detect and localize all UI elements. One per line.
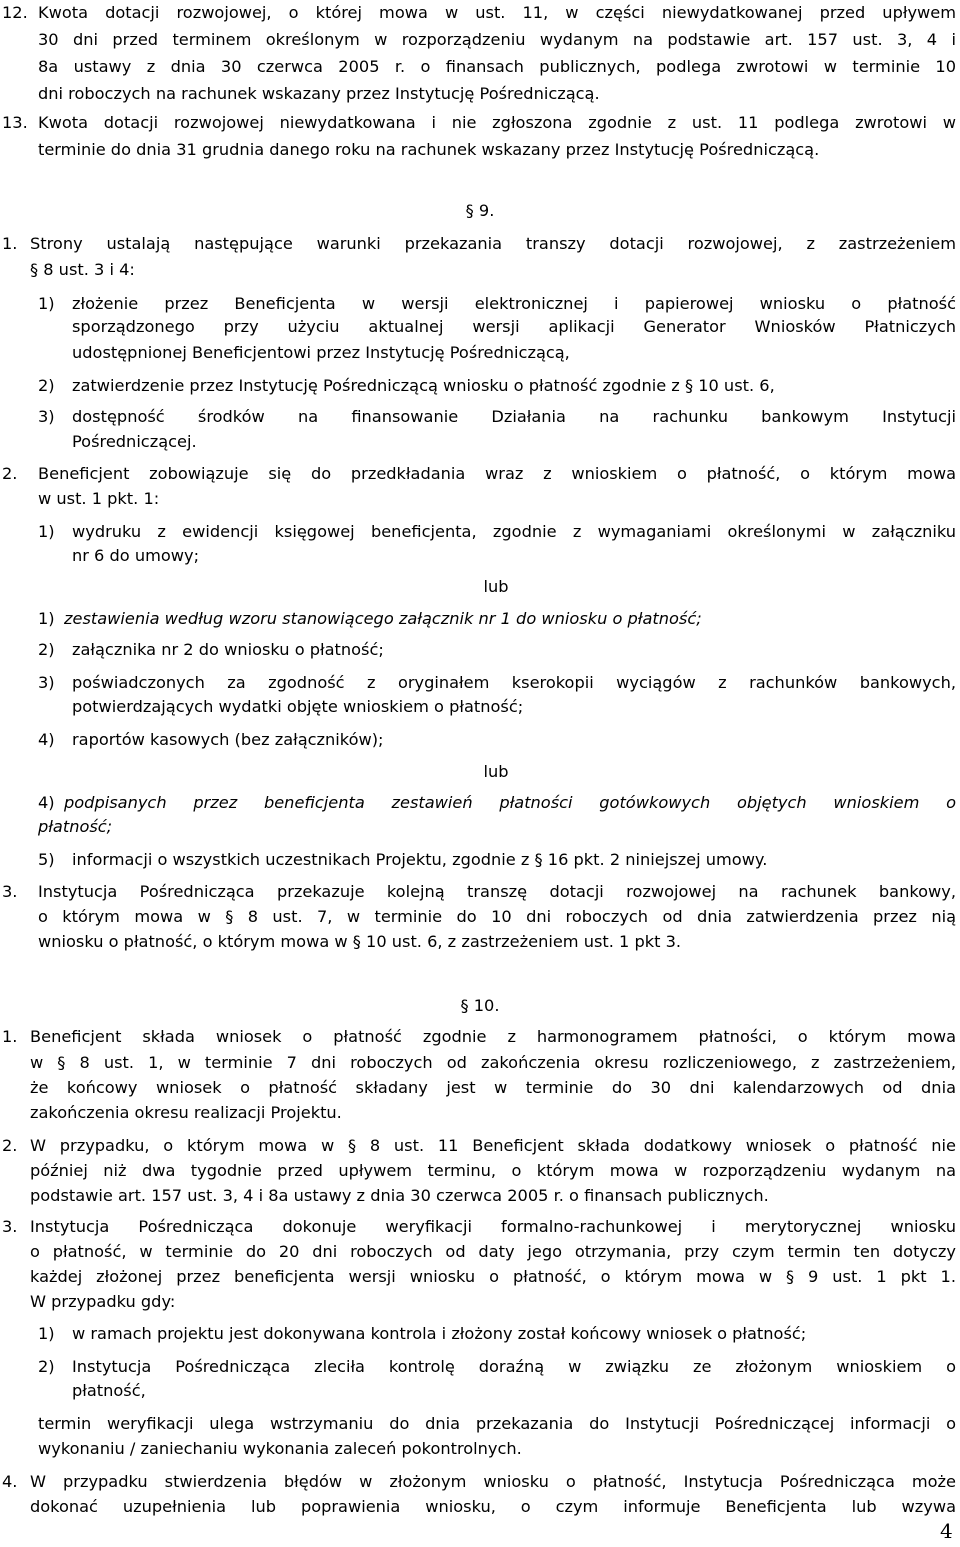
paragraph-number: 13.: [2, 113, 28, 132]
paragraph-number: 2.: [2, 1136, 18, 1155]
paragraph-line: W przypadku stwierdzenia błędów w złożonym wniosku o płatność, Instytucja Pośrednicząca może: [30, 1472, 956, 1491]
paragraph-line: później niż dwa tygodnie przed upływem terminu, o którym mowa w rozporządzeniu wydanym na: [30, 1161, 956, 1180]
paragraph-line: Kwota dotacji rozwojowej, o której mowa w ust. 11, w części niewydatkowanej przed upływem: [38, 3, 956, 22]
paragraph-number: 12.: [2, 3, 28, 22]
paragraph-number: 2.: [2, 464, 18, 483]
paragraph-line: w § 8 ust. 1, w terminie 7 dni roboczych od zakończenia okresu rozliczeniowego, z zastrzeżeniem,: [30, 1053, 956, 1072]
list-item-line: udostępnionej Beneficjentowi przez Instytucję Pośredniczącą,: [72, 343, 570, 362]
paragraph-number: 4.: [2, 1472, 18, 1491]
paragraph-number: 3.: [2, 1217, 18, 1236]
paragraph-line: Strony ustalają następujące warunki przekazania transzy dotacji rozwojowej, z zastrzeżeniem: [30, 234, 956, 253]
or-separator: lub: [483, 762, 509, 781]
paragraph-line: Instytucja Pośrednicząca przekazuje kolejną transzę dotacji rozwojowej na rachunek bankowy,: [38, 882, 956, 901]
list-item-number: 4): [38, 730, 55, 749]
paragraph-line: że końcowy wniosek o płatność składany jest w terminie do 30 dni kalendarzowych od dnia: [30, 1078, 956, 1097]
or-separator: lub: [483, 577, 509, 596]
paragraph-line: dni roboczych na rachunek wskazany przez Instytucję Pośredniczącą.: [38, 84, 600, 103]
paragraph-line: 30 dni przed terminem określonym w rozporządzeniu wydanym na podstawie art. 157 ust. 3, 4 i: [38, 30, 956, 49]
paragraph-line: termin weryfikacji ulega wstrzymaniu do dnia przekazania do Instytucji Pośredniczącej informacji o: [38, 1414, 956, 1433]
paragraph-number: 1.: [2, 1027, 18, 1046]
paragraph-line: podstawie art. 157 ust. 3, 4 i 8a ustawy z dnia 30 czerwca 2005 r. o finansach publicznych.: [30, 1186, 769, 1205]
paragraph-line: wniosku o płatność, o którym mowa w § 10 ust. 6, z zastrzeżeniem ust. 1 pkt 3.: [38, 932, 682, 951]
section-heading: § 10.: [460, 996, 500, 1015]
paragraph-number: 1.: [2, 234, 18, 253]
paragraph-line: wykonaniu / zaniechaniu wykonania zaleceń pokontrolnych.: [38, 1439, 522, 1458]
list-item-number: 1): [38, 609, 55, 628]
paragraph-line: 8a ustawy z dnia 30 czerwca 2005 r. o finansach publicznych, podlega zwrotowi w terminie 10: [38, 57, 956, 76]
list-item-line: zatwierdzenie przez Instytucję Pośredniczącą wniosku o płatność zgodnie z § 10 ust. 6,: [72, 376, 775, 395]
list-item-line: Pośredniczącej.: [72, 432, 197, 451]
list-item-line: podpisanych przez beneficjenta zestawień płatności gotówkowych objętych wnioskiem o: [64, 793, 956, 812]
list-item-line: sporządzonego przy użyciu aktualnej wersji aplikacji Generator Wniosków Płatniczych: [72, 317, 956, 336]
list-item-line: złożenie przez Beneficjenta w wersji elektronicznej i papierowej wniosku o płatność: [72, 294, 956, 313]
paragraph-line: o którym mowa w § 8 ust. 7, w terminie do 10 dni roboczych od dnia zatwierdzenia przez nią: [38, 907, 956, 926]
paragraph-line: Beneficjent składa wniosek o płatność zgodnie z harmonogramem płatności, o którym mowa: [30, 1027, 956, 1046]
paragraph-line: zakończenia okresu realizacji Projektu.: [30, 1103, 342, 1122]
list-item-line: nr 6 do umowy;: [72, 546, 200, 565]
list-item-number: 3): [38, 673, 55, 692]
paragraph-line: dokonać uzupełnienia lub poprawienia wniosku, o czym informuje Beneficjenta lub wzywa: [30, 1497, 956, 1516]
list-item-number: 1): [38, 522, 55, 541]
list-item-line: potwierdzających wydatki objęte wnioskiem o płatność;: [72, 697, 524, 716]
paragraph-number: 3.: [2, 882, 18, 901]
list-item-number: 4): [38, 793, 55, 812]
page-number: 4: [940, 1519, 953, 1543]
list-item-number: 5): [38, 850, 55, 869]
list-item-line: załącznika nr 2 do wniosku o płatność;: [72, 640, 384, 659]
list-item-number: 3): [38, 407, 55, 426]
list-item-line: płatność,: [72, 1381, 146, 1400]
paragraph-line: Instytucja Pośrednicząca dokonuje weryfikacji formalno-rachunkowej i merytorycznej wniosku: [30, 1217, 956, 1236]
list-item-number: 2): [38, 1357, 55, 1376]
list-item-number: 2): [38, 376, 55, 395]
paragraph-line: § 8 ust. 3 i 4:: [30, 260, 135, 279]
list-item-number: 1): [38, 1324, 55, 1343]
section-heading: § 9.: [465, 201, 495, 220]
list-item-line: zestawienia według wzoru stanowiącego załącznik nr 1 do wniosku o płatność;: [64, 609, 702, 628]
list-item-number: 2): [38, 640, 55, 659]
list-item-line: Instytucja Pośrednicząca zleciła kontrolę doraźną w związku ze złożonym wnioskiem o: [72, 1357, 956, 1376]
paragraph-line: Beneficjent zobowiązuje się do przedkładania wraz z wnioskiem o płatność, o którym mowa: [38, 464, 956, 483]
paragraph-line: o płatność, w terminie do 20 dni roboczych od daty jego otrzymania, przy czym termin ten dotyczy: [30, 1242, 956, 1261]
list-item-line: poświadczonych za zgodność z oryginałem kserokopii wyciągów z rachunków bankowych,: [72, 673, 956, 692]
paragraph-line: W przypadku gdy:: [30, 1292, 176, 1311]
paragraph-line: W przypadku, o którym mowa w § 8 ust. 11 Beneficjent składa dodatkowy wniosek o płatność nie: [30, 1136, 956, 1155]
list-item-line: informacji o wszystkich uczestnikach Projektu, zgodnie z § 16 pkt. 2 niniejszej umowy.: [72, 850, 768, 869]
list-item-line: wydruku z ewidencji księgowej beneficjenta, zgodnie z wymaganiami określonymi w załączniku: [72, 522, 956, 541]
list-item-number: 1): [38, 294, 55, 313]
paragraph-line: w ust. 1 pkt. 1:: [38, 489, 160, 508]
list-item-line: dostępność środków na finansowanie Działania na rachunku bankowym Instytucji: [72, 407, 956, 426]
list-item-line: płatność;: [38, 817, 113, 836]
paragraph-line: Kwota dotacji rozwojowej niewydatkowana i nie zgłoszona zgodnie z ust. 11 podlega zwrotowi w: [38, 113, 956, 132]
paragraph-line: każdej złożonej przez beneficjenta wersji wniosku o płatność, o którym mowa w § 9 ust. 1 pkt 1.: [30, 1267, 956, 1286]
list-item-line: w ramach projektu jest dokonywana kontrola i złożony został końcowy wniosek o płatność;: [72, 1324, 807, 1343]
paragraph-line: terminie do dnia 31 grudnia danego roku na rachunek wskazany przez Instytucję Pośredniczącą.: [38, 140, 820, 159]
list-item-line: raportów kasowych (bez załączników);: [72, 730, 384, 749]
